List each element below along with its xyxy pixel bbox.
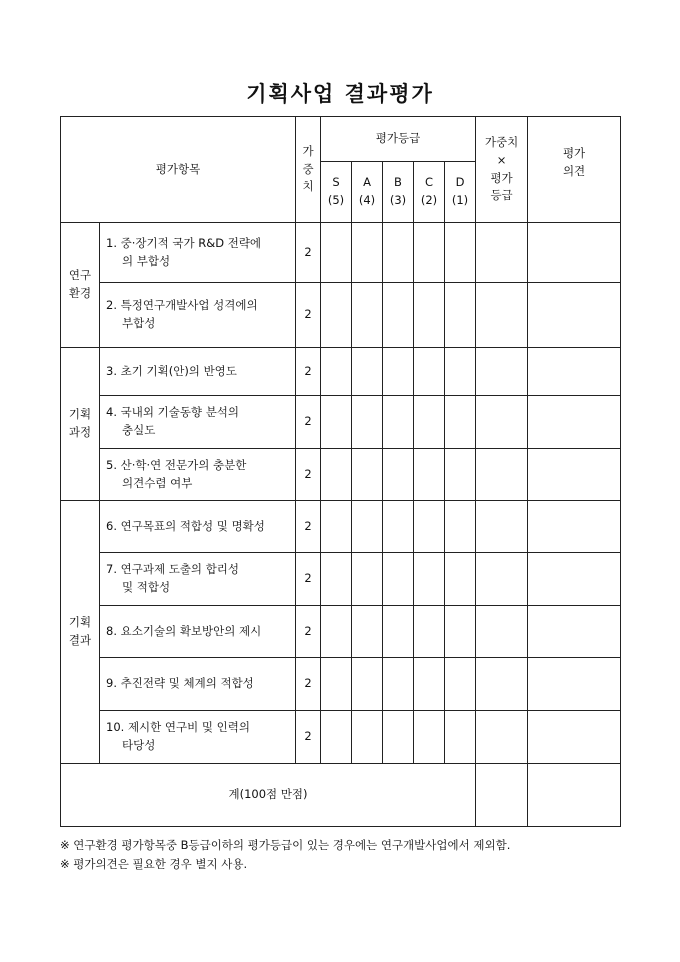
opinion-cell[interactable] xyxy=(528,501,621,553)
footnote: ※ 평가의견은 필요한 경우 별지 사용. xyxy=(60,857,248,871)
category-planning-process: 기획 과정 xyxy=(61,348,100,501)
opinion-cell[interactable] xyxy=(528,606,621,658)
opinion-cell[interactable] xyxy=(528,711,621,764)
grade-cell[interactable] xyxy=(352,606,383,658)
table-row xyxy=(61,606,621,658)
grade-cell[interactable] xyxy=(352,711,383,764)
grade-cell[interactable] xyxy=(445,711,476,764)
weighted-grade-cell[interactable] xyxy=(476,283,528,348)
weight-value: 2 xyxy=(296,606,321,658)
grade-cell[interactable] xyxy=(414,283,445,348)
weighted-grade-cell[interactable] xyxy=(476,553,528,606)
weighted-grade-cell[interactable] xyxy=(476,606,528,658)
grade-cell[interactable] xyxy=(383,348,414,396)
opinion-cell[interactable] xyxy=(528,283,621,348)
total-label: 계(100점 만점) xyxy=(61,764,476,827)
weight-value: 2 xyxy=(296,711,321,764)
item-cell: 9. 추진전략 및 체계의 적합성 xyxy=(100,658,296,711)
grade-d-header: D (1) xyxy=(445,162,476,223)
grade-cell[interactable] xyxy=(383,501,414,553)
item-cell: 1. 중·장기적 국가 R&D 전략에 의 부합성 xyxy=(100,223,296,283)
grade-cell[interactable] xyxy=(383,449,414,501)
footnote: ※ 연구환경 평가항목중 B등급이하의 평가등급이 있는 경우에는 연구개발사업에서 제외함. xyxy=(60,838,511,852)
weighted-grade-cell[interactable] xyxy=(476,501,528,553)
grade-cell[interactable] xyxy=(352,223,383,283)
grade-cell[interactable] xyxy=(321,606,352,658)
opinion-cell[interactable] xyxy=(528,348,621,396)
grade-cell[interactable] xyxy=(414,711,445,764)
grade-cell[interactable] xyxy=(321,283,352,348)
grade-cell[interactable] xyxy=(352,658,383,711)
grade-cell[interactable] xyxy=(321,449,352,501)
header-evaluation-item: 평가항목 xyxy=(61,117,296,223)
header-weight: 가 중 치 xyxy=(296,117,321,223)
table-row xyxy=(61,711,621,764)
grade-a-header: A (4) xyxy=(352,162,383,223)
total-row xyxy=(61,764,621,827)
weighted-grade-cell[interactable] xyxy=(476,658,528,711)
grade-cell[interactable] xyxy=(445,501,476,553)
category-research-environment: 연구 환경 xyxy=(61,223,100,348)
grade-cell[interactable] xyxy=(414,606,445,658)
document-title: 기획사업 결과평가 xyxy=(246,81,434,106)
grade-cell[interactable] xyxy=(445,449,476,501)
total-opinion-cell[interactable] xyxy=(528,764,621,827)
table-row xyxy=(61,283,621,348)
grade-cell[interactable] xyxy=(321,658,352,711)
grade-cell[interactable] xyxy=(414,553,445,606)
opinion-cell[interactable] xyxy=(528,449,621,501)
grade-cell[interactable] xyxy=(414,223,445,283)
grade-cell[interactable] xyxy=(414,396,445,449)
opinion-cell[interactable] xyxy=(528,658,621,711)
grade-cell[interactable] xyxy=(414,501,445,553)
grade-cell[interactable] xyxy=(414,449,445,501)
grade-cell[interactable] xyxy=(383,553,414,606)
weighted-grade-cell[interactable] xyxy=(476,449,528,501)
grade-cell[interactable] xyxy=(445,283,476,348)
header-grade-group: 평가등급 xyxy=(321,117,476,162)
footnotes xyxy=(60,836,510,874)
weight-value: 2 xyxy=(296,348,321,396)
table-row xyxy=(61,396,621,449)
grade-c-header: C (2) xyxy=(414,162,445,223)
grade-cell[interactable] xyxy=(352,283,383,348)
grade-cell[interactable] xyxy=(445,553,476,606)
item-cell: 2. 특정연구개발사업 성격에의 부합성 xyxy=(100,283,296,348)
item-cell: 7. 연구과제 도출의 합리성 및 적합성 xyxy=(100,553,296,606)
item-cell: 8. 요소기술의 확보방안의 제시 xyxy=(100,606,296,658)
grade-cell[interactable] xyxy=(321,396,352,449)
grade-cell[interactable] xyxy=(352,449,383,501)
grade-cell[interactable] xyxy=(321,501,352,553)
weight-value: 2 xyxy=(296,553,321,606)
table-row xyxy=(61,658,621,711)
total-weighted-cell[interactable] xyxy=(476,764,528,827)
item-cell: 6. 연구목표의 적합성 및 명확성 xyxy=(100,501,296,553)
weight-value: 2 xyxy=(296,396,321,449)
grade-cell[interactable] xyxy=(383,396,414,449)
weighted-grade-cell[interactable] xyxy=(476,396,528,449)
grade-cell[interactable] xyxy=(352,396,383,449)
evaluation-table xyxy=(60,116,621,827)
opinion-cell[interactable] xyxy=(528,223,621,283)
grade-cell[interactable] xyxy=(321,711,352,764)
grade-cell[interactable] xyxy=(321,553,352,606)
grade-cell[interactable] xyxy=(383,606,414,658)
weighted-grade-cell[interactable] xyxy=(476,711,528,764)
header-weighted-grade: 가중치 × 평가 등급 xyxy=(476,117,528,223)
item-cell: 4. 국내외 기술동향 분석의 충실도 xyxy=(100,396,296,449)
weight-value: 2 xyxy=(296,283,321,348)
grade-cell[interactable] xyxy=(414,658,445,711)
grade-cell[interactable] xyxy=(383,658,414,711)
grade-cell[interactable] xyxy=(445,223,476,283)
grade-s-header: S (5) xyxy=(321,162,352,223)
grade-cell[interactable] xyxy=(445,606,476,658)
grade-cell[interactable] xyxy=(383,283,414,348)
table-row xyxy=(61,501,621,553)
grade-cell[interactable] xyxy=(352,348,383,396)
item-cell: 10. 제시한 연구비 및 인력의 타당성 xyxy=(100,711,296,764)
grade-cell[interactable] xyxy=(445,658,476,711)
grade-cell[interactable] xyxy=(445,348,476,396)
opinion-cell[interactable] xyxy=(528,553,621,606)
weight-value: 2 xyxy=(296,223,321,283)
table-row xyxy=(61,449,621,501)
grade-cell[interactable] xyxy=(383,711,414,764)
grade-cell[interactable] xyxy=(321,348,352,396)
weight-value: 2 xyxy=(296,449,321,501)
grade-cell[interactable] xyxy=(445,396,476,449)
grade-b-header: B (3) xyxy=(383,162,414,223)
header-row-1 xyxy=(61,117,621,162)
grade-cell[interactable] xyxy=(414,348,445,396)
weighted-grade-cell[interactable] xyxy=(476,223,528,283)
table-row xyxy=(61,348,621,396)
item-cell: 5. 산·학·연 전문가의 충분한 의견수렴 여부 xyxy=(100,449,296,501)
table-row xyxy=(61,553,621,606)
item-cell: 3. 초기 기획(안)의 반영도 xyxy=(100,348,296,396)
grade-cell[interactable] xyxy=(321,223,352,283)
grade-cell[interactable] xyxy=(352,501,383,553)
weight-value: 2 xyxy=(296,501,321,553)
category-planning-result: 기획 결과 xyxy=(61,501,100,764)
header-opinion: 평가 의견 xyxy=(528,117,621,223)
grade-cell[interactable] xyxy=(383,223,414,283)
weight-value: 2 xyxy=(296,658,321,711)
grade-cell[interactable] xyxy=(352,553,383,606)
weighted-grade-cell[interactable] xyxy=(476,348,528,396)
table-row xyxy=(61,223,621,283)
opinion-cell[interactable] xyxy=(528,396,621,449)
